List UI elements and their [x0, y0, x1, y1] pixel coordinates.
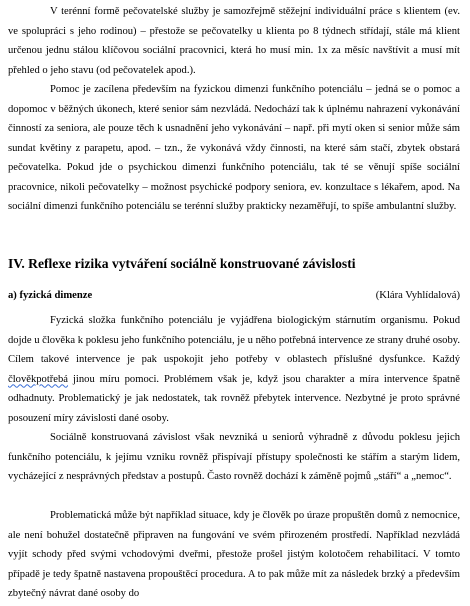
paragraph-text-part: Fyzická složka funkčního potenciálu je vyjádřena biologickým stárnutím organismu. Pokud dojde u člověka k poklesu jeho funkčního potenciálu, je u něho potřebná intervence ze strany druhé osoby. Cílem takové intervence je pak uspokojit jeho potřeby v oblastech příslušné dysfunkce. Každý	[8, 315, 460, 365]
paragraph-physical-component	[8, 311, 460, 428]
paragraph-hospital-discharge: Problematická může být například situace, kdy je člověk po úraze propuštěn domů z nemocnice, ale není bohužel dostatečně připraven na fungování ve svém přirozeném prostředí. Například nezvládá vyjít schody před svými vchodovými dveřmi, přestože prošel jistým kolotočem rehabilitací. V tomto případě je tedy špatně nastavena propouštěcí procedura. A to pak může mít za následek brzký a především zbytečný návrat dané osoby do	[8, 510, 460, 599]
spellcheck-marked-word[interactable]: člověkpotřebá	[8, 373, 69, 385]
paragraph-social-dependency: Sociálně konstruovaná závislost však nevzniká u seniorů výhradně z důvodu poklesu jejich funkčního potenciálu, k jejímu vzniku rovněž přispívají přístupy společnosti ke stářím a starým lidem, vycházející z nesprávných představ a postupů. Často rovněž dochází k záměně pojmů „stáří“ a „nemoc“.	[8, 432, 460, 482]
paragraph-terrain-service: V terénní formě pečovatelské služby je samozřejmě stěžejní individuální práce s klientem (ev. ve spolupráci s jeho rodinou) – přestože se pečovatelky u klienta po 8 týdnech střídají, stále má klient určenou jednu stálou klíčovou sociální pracovnici, která ho musí min. 1x za měsíc navštívit a musí mít přehled o jeho stavu (od pečovatelek apod.).	[8, 6, 460, 76]
paragraph-text-part: jinou míru pomoci. Problémem však je, když jsou charakter a míra intervence špatně odhadnuty. Problematický je jak nedostatek, tak rovněž přebytek intervence. Nezbytné je proto správné posouzení míry závislosti dané osoby.	[8, 373, 460, 424]
paragraph-physical-dimension-help: Pomoc je zacílena především na fyzickou dimenzi funkčního potenciálu – jedná se o pomoc a dopomoc v běžných úkonech, které senior sám nezvládá. Nedochází tak k úplnému nahrazení vykonávání činností za seniora, ale pouze těch k usnadnění jeho vykonávání – např. při mytí oken si senior může sám sundat květiny z parapetu, apod. – tzn., že vykonává vždy činnosti, na které sám stačí, zbytek obstará pečovatelka. Pokud jde o psychickou dimenzi funkčního potenciálu, tak té se věnují spíše sociální pracovnice, nikoli pečovatelky – možnost psychické podpory seniora, ev. konzultace s lékařem, apod. Na sociální dimenzi funkčního potenciálu se terénní služby prakticky nezaměřují, to spíše ambulantní služby.	[8, 84, 460, 212]
subsection-title: a) fyzická dimenze	[8, 290, 93, 301]
section-heading: IV. Reflexe rizika vytváření sociálně konstruované závislosti	[8, 256, 356, 271]
subsection-header	[8, 290, 460, 310]
author-credit: (Klára Vyhlídalová)	[375, 290, 460, 301]
